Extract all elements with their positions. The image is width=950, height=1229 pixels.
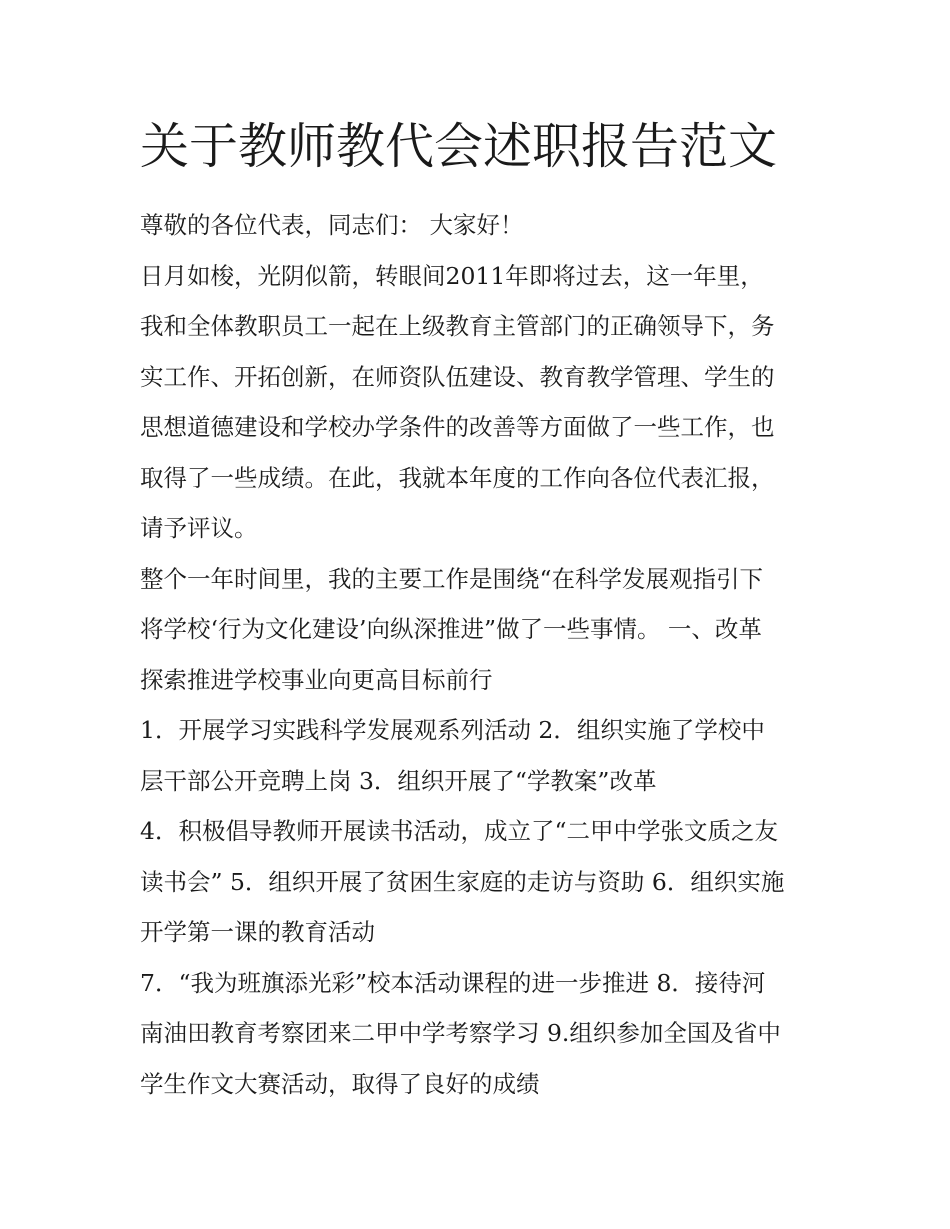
body-line: 请予评议。: [140, 514, 258, 542]
body-line: 思想道德建设和学校办学条件的改善等方面做了一些工作，也: [140, 413, 775, 441]
body-line: 将学校‘行为文化建设’向纵深推进”做了一些事情。 一、改革: [140, 615, 762, 643]
body-line: 层干部公开竞聘上岗 3．组织开展了“学教案”改革: [140, 766, 657, 795]
body-line: 探索推进学校事业向更高目标前行: [140, 665, 493, 694]
body-line: 整个一年时间里，我的主要工作是围绕“在科学发展观指引下: [140, 564, 764, 593]
body-line: 日月如梭，光阴似箭，转眼间2011年即将过去，这一年里，: [140, 261, 764, 290]
body-line: 读书会” 5．组织开展了贫困生家庭的走访与资助 6．组织实施: [140, 867, 785, 896]
document-title: 关于教师教代会述职报告范文: [140, 118, 778, 175]
body-line: 取得了一些成绩。在此，我就本年度的工作向各位代表汇报，: [140, 463, 775, 492]
body-line: 我和全体教职员工一起在上级教育主管部门的正确领导下，务: [140, 312, 775, 340]
document-body: [140, 200, 830, 1109]
body-line: 7．“我为班旗添光彩”校本活动课程的进一步推进 8．接待河: [140, 968, 766, 997]
body-line: 4．积极倡导教师开展读书活动，成立了“二甲中学张文质之友: [140, 817, 778, 845]
body-line: 尊敬的各位代表，同志们： 大家好！: [140, 211, 524, 239]
body-line: 开学第一课的教育活动: [140, 918, 375, 946]
body-line: 南油田教育考察团来二甲中学考察学习 9.组织参加全国及省中: [140, 1019, 781, 1047]
body-line: 学生作文大赛活动，取得了良好的成绩: [140, 1069, 540, 1098]
body-line: 1．开展学习实践科学发展观系列活动 2．组织实施了学校中: [140, 716, 765, 744]
body-line: 实工作、开拓创新，在师资队伍建设、教育教学管理、学生的: [140, 362, 775, 391]
